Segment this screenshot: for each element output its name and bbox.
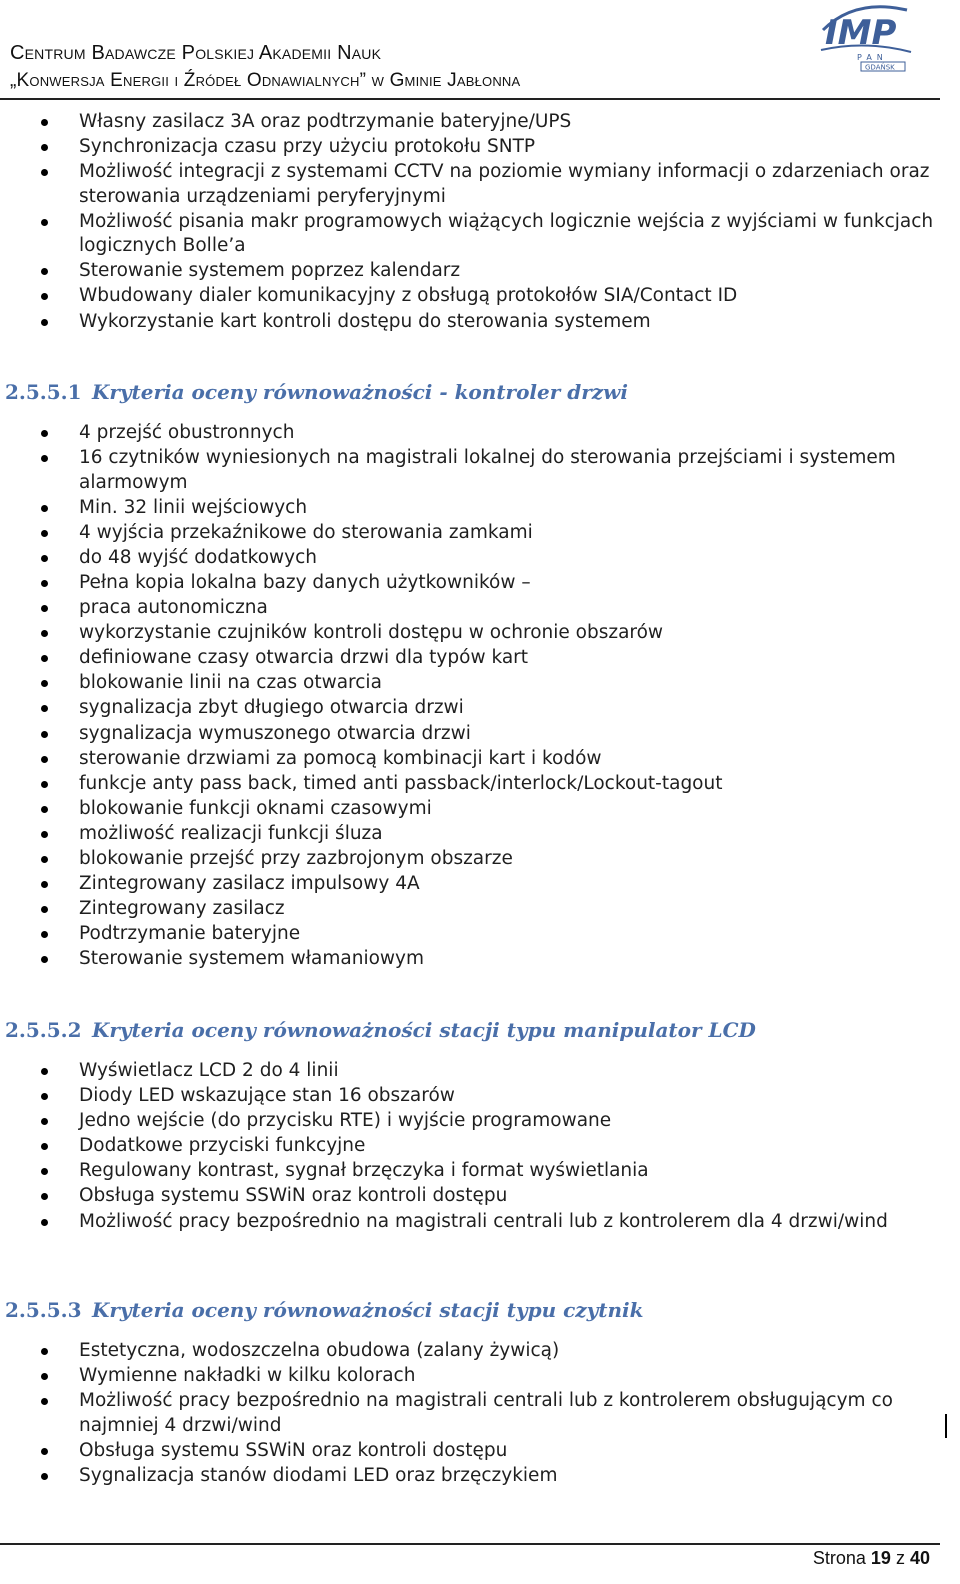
list-item (0, 446, 940, 495)
bullet-icon (41, 1448, 48, 1455)
list-item-text: Podtrzymanie bateryjne (79, 923, 301, 945)
list-item (0, 671, 940, 696)
list-item-text: Wymienne nakładki w kilku kolorach (79, 1365, 416, 1387)
list-item-text: Wykorzystanie kart kontroli dostępu do sterowania systemem (79, 310, 651, 332)
bullet-icon (41, 680, 48, 687)
list-item (0, 135, 940, 160)
bullet-icon (41, 293, 48, 300)
bullet-icon (41, 505, 48, 512)
list-item (0, 160, 940, 209)
section-heading-door-controller (5, 380, 628, 404)
bullet-icon (41, 1219, 48, 1226)
list-item-text: Możliwość integracji z systemami CCTV na poziomie wymiany informacji o zdarzeniach oraz sterowania urządzeniami peryferyjnymi (79, 161, 930, 207)
list-item-text: Możliwość pisania makr programowych wiążących logicznie wejścia z wyjściami w funkcjach logicznych Bolle’a (79, 210, 934, 257)
list-item-text: Własny zasilacz 3A oraz podtrzymanie bateryjne/UPS (79, 111, 572, 132)
list-item (0, 897, 940, 922)
footer-divider (0, 1543, 940, 1545)
list-item (0, 1210, 940, 1235)
list-item (0, 722, 940, 747)
svg-text:IMP: IMP (825, 13, 897, 53)
section-heading-reader (5, 1298, 643, 1322)
section-title: Kryteria oceny równoważności - kontroler drzwi (92, 380, 628, 404)
list-item-text: Regulowany kontrast, sygnał brzęczyka i format wyświetlania (79, 1160, 649, 1182)
bullet-icon (41, 1093, 48, 1100)
list-item-text: Obsługa systemu SSWiN oraz kontroli dostępu (79, 1185, 508, 1207)
section-title: Kryteria oceny równoważności stacji typu manipulator LCD (92, 1018, 756, 1042)
list-item (0, 284, 940, 309)
bullet-icon (41, 781, 48, 788)
bullet-icon (41, 1118, 48, 1125)
list-item (0, 1439, 940, 1464)
section-number: 2.5.5.2 (5, 1018, 82, 1042)
list-item-text: Estetyczna, wodoszczelna obudowa (zalany żywicą) (79, 1340, 560, 1361)
bullet-icon (41, 430, 48, 437)
list-item (0, 596, 940, 621)
header-project: „Konwersja Energii i Źródeł Odnawialnych” w Gminie Jabłonna (10, 70, 521, 91)
header-institution: Centrum Badawcze Polskiej Akademii Nauk (10, 42, 382, 64)
list-item (0, 310, 940, 335)
total-pages: 40 (909, 1548, 930, 1568)
svg-text:PAN: PAN (857, 53, 888, 62)
list-item-text: Pełna kopia lokalna bazy danych użytkowników – (79, 571, 531, 593)
list-item-text: Dodatkowe przyciski funkcyjne (79, 1135, 366, 1157)
list-item-text: definiowane czasy otwarcia drzwi dla typów kart (79, 647, 529, 669)
list-item-text: sterowanie drzwiami za pomocą kombinacji kart i kodów (79, 747, 602, 769)
list-item (0, 110, 940, 135)
list-item-text: Wyświetlacz LCD 2 do 4 linii (79, 1060, 339, 1081)
bullet-icon (41, 119, 48, 126)
list-item-text: sygnalizacja zbyt długiego otwarcia drzwi (79, 697, 464, 719)
list-item (0, 621, 940, 646)
bullet-icon (41, 1193, 48, 1200)
text-cursor-mark (945, 1414, 947, 1438)
bullet-icon (41, 1473, 48, 1480)
bullet-icon (41, 1373, 48, 1380)
bullet-list-features (0, 110, 940, 335)
list-item-text: praca autonomiczna (79, 597, 268, 619)
section-heading-lcd-keypad (5, 1018, 756, 1042)
list-item (0, 1464, 940, 1489)
section-number: 2.5.5.1 (5, 380, 82, 404)
list-item-text: 4 przejść obustronnych (79, 422, 295, 443)
bullet-list-door-controller (0, 421, 940, 972)
current-page: 19 (870, 1548, 891, 1568)
list-item (0, 259, 940, 284)
list-item (0, 872, 940, 897)
list-item-text: Zintegrowany zasilacz impulsowy 4A (79, 873, 420, 895)
bullet-icon (41, 731, 48, 738)
list-item (0, 571, 940, 596)
bullet-icon (41, 580, 48, 587)
bullet-icon (41, 630, 48, 637)
list-item (0, 797, 940, 822)
list-item-text: wykorzystanie czujników kontroli dostępu w ochronie obszarów (79, 622, 664, 644)
page-number (813, 1548, 930, 1569)
list-item-text: blokowanie przejść przy zazbrojonym obszarze (79, 848, 513, 869)
bullet-icon (41, 931, 48, 938)
list-item (0, 847, 940, 872)
list-item (0, 646, 940, 671)
list-item (0, 1134, 940, 1159)
bullet-icon (41, 530, 48, 537)
list-item-text: Diody LED wskazujące stan 16 obszarów (79, 1085, 455, 1107)
bullet-icon (41, 219, 48, 226)
bullet-icon (41, 906, 48, 913)
page-sep: z (895, 1548, 905, 1568)
list-item-text: możliwość realizacji funkcji śluza (79, 822, 383, 844)
list-item-text: Jedno wejście (do przycisku RTE) i wyjście programowane (79, 1110, 612, 1132)
bullet-icon (41, 555, 48, 562)
bullet-icon (41, 655, 48, 662)
header-divider (0, 98, 940, 100)
bullet-icon (41, 144, 48, 151)
list-item-text: Wbudowany dialer komunikacyjny z obsługą protokołów SIA/Contact ID (79, 285, 738, 307)
bullet-icon (41, 1068, 48, 1075)
list-item-text: funkcje anty pass back, timed anti passback/interlock/Lockout-tagout (79, 772, 723, 794)
list-item (0, 1184, 940, 1209)
list-item (0, 1159, 940, 1184)
list-item (0, 1109, 940, 1134)
section-number: 2.5.5.3 (5, 1298, 82, 1322)
bullet-icon (41, 1398, 48, 1405)
section-title: Kryteria oceny równoważności stacji typu czytnik (92, 1298, 644, 1322)
list-item (0, 772, 940, 797)
list-item-text: Synchronizacja czasu przy użyciu protokołu SNTP (79, 136, 536, 158)
bullet-list-lcd-keypad (0, 1059, 940, 1235)
bullet-icon (41, 756, 48, 763)
list-item-text: Obsługa systemu SSWiN oraz kontroli dostępu (79, 1439, 508, 1461)
bullet-icon (41, 268, 48, 275)
list-item (0, 1084, 940, 1109)
list-item-text: Możliwość pracy bezpośrednio na magistrali centrali lub z kontrolerem dla 4 drzwi/wind (79, 1210, 888, 1232)
bullet-icon (41, 881, 48, 888)
bullet-icon (41, 705, 48, 712)
svg-text:GDAŃSK: GDAŃSK (865, 63, 895, 72)
bullet-icon (41, 319, 48, 326)
list-item (0, 947, 940, 972)
list-item (0, 421, 940, 446)
bullet-icon (41, 956, 48, 963)
list-item (0, 521, 940, 546)
list-item (0, 1389, 940, 1438)
list-item (0, 496, 940, 521)
bullet-list-reader (0, 1339, 940, 1489)
list-item-text: blokowanie funkcji oknami czasowymi (79, 797, 432, 819)
list-item (0, 822, 940, 847)
list-item-text: 4 wyjścia przekaźnikowe do sterowania zamkami (79, 521, 533, 543)
bullet-icon (41, 856, 48, 863)
list-item (0, 696, 940, 721)
list-item (0, 546, 940, 571)
list-item-text: Możliwość pracy bezpośrednio na magistrali centrali lub z kontrolerem obsługującym co najmniej 4 drzwi/wind (79, 1390, 893, 1436)
list-item (0, 1364, 940, 1389)
bullet-icon (41, 1348, 48, 1355)
list-item (0, 1339, 940, 1364)
list-item-text: Sterowanie systemem poprzez kalendarz (79, 260, 461, 282)
list-item-text: 16 czytników wyniesionych na magistrali lokalnej do sterowania przejściami i systemem alarmowym (79, 447, 896, 493)
bullet-icon (41, 605, 48, 612)
list-item-text: Sterowanie systemem włamaniowym (79, 948, 425, 970)
bullet-icon (41, 169, 48, 176)
imp-pan-logo (815, 0, 915, 74)
list-item-text: blokowanie linii na czas otwarcia (79, 672, 382, 694)
list-item-text: Min. 32 linii wejściowych (79, 496, 308, 518)
bullet-icon (41, 1143, 48, 1150)
page-header (0, 0, 960, 100)
bullet-icon (41, 806, 48, 813)
list-item-text: do 48 wyjść dodatkowych (79, 546, 318, 568)
list-item-text: Zintegrowany zasilacz (79, 898, 285, 920)
bullet-icon (41, 1168, 48, 1175)
page-label: Strona (812, 1548, 866, 1568)
bullet-icon (41, 455, 48, 462)
list-item-text: Sygnalizacja stanów diodami LED oraz brzęczykiem (79, 1464, 558, 1486)
list-item (0, 747, 940, 772)
bullet-icon (41, 831, 48, 838)
list-item (0, 922, 940, 947)
list-item (0, 1059, 940, 1084)
list-item (0, 210, 940, 259)
list-item-text: sygnalizacja wymuszonego otwarcia drzwi (79, 722, 471, 744)
